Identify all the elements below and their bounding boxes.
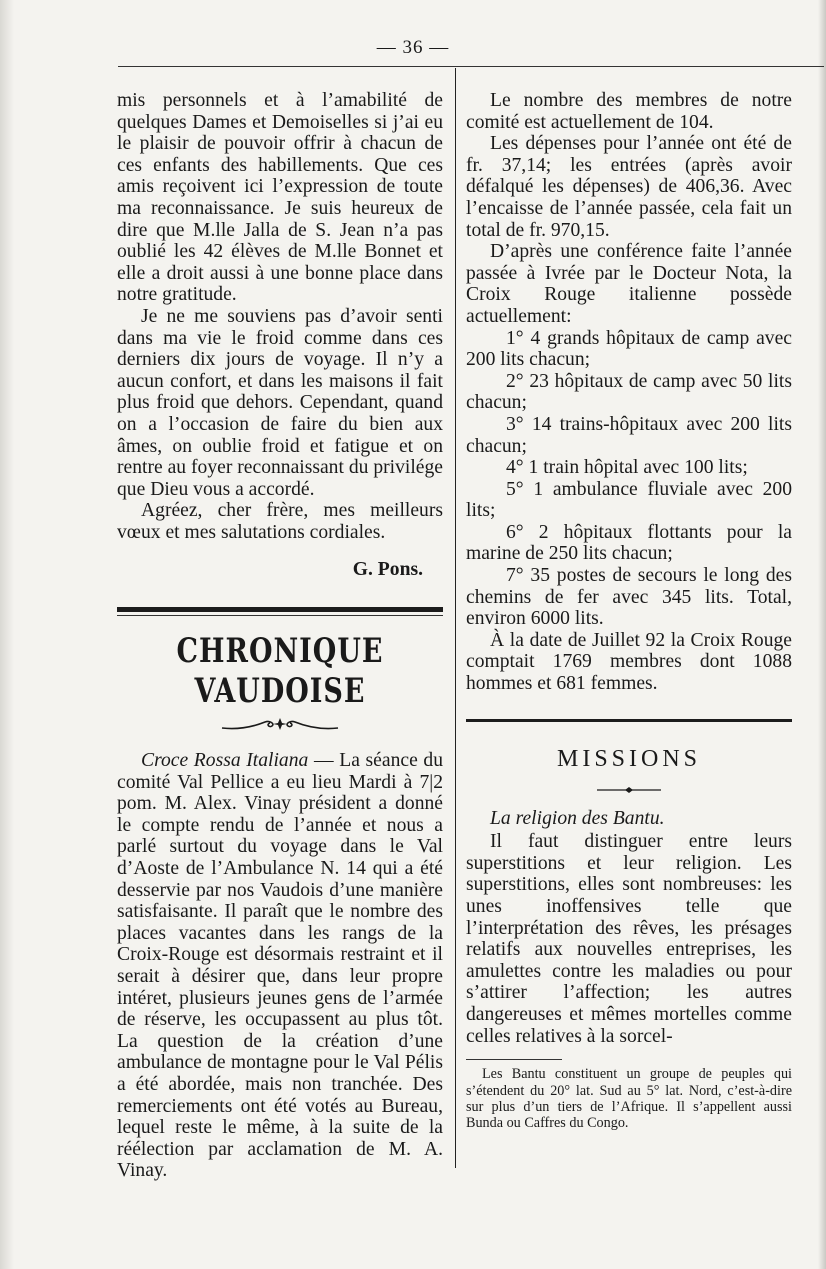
small-dash-ornament-icon (597, 786, 661, 794)
article-croce-rossa (117, 750, 443, 1182)
section-divider-thick (117, 607, 443, 612)
right-column (466, 90, 792, 1132)
page-edge-shadow-right (818, 0, 826, 1269)
flourish-ornament-icon (220, 716, 340, 732)
signature: G. Pons. (352, 559, 423, 581)
article-lead-dash: — (308, 750, 340, 772)
finances-paragraph: Les dépenses pour l’année ont été de fr. 37,14; les entrées (après avoir défalqué les dépenses) de 406,36. Avec l’encaisse de l’année passée, cela fait un total de fr. 970,15. (466, 133, 792, 241)
list-item: 3° 14 trains-hôpitaux avec 200 lits chacun; (466, 413, 792, 457)
footnote-text: Les Bantu constituent un groupe de peuples qui s’étendent du 20° lat. Sud au 5° lat. Nord, c’est-à-dire sur plus d’un tiers de l’Afrique. Il s’appellent aussi Bunda ou Caffres du Congo. (466, 1066, 792, 1132)
subheading-religion-bantu: La religion des Bantu. (490, 807, 665, 829)
list-item: 4° 1 train hôpital avec 100 lits; (506, 457, 748, 479)
page-edge-shadow-left (0, 0, 14, 1269)
article-lead-title: Croce Rossa Italiana (141, 750, 309, 772)
letter-closing: Agréez, cher frère, mes meilleurs vœux et mes salutations cordiales. (117, 500, 443, 543)
conference-paragraph: D’après une conférence faite l’année passée à Ivrée par le Docteur Nota, la Croix Rouge italienne possède actuellement: (466, 241, 792, 327)
article-body: La séance du comité Val Pellice a eu lieu Mardi à 7|2 pom. M. Alex. Vinay président a donné le compte rendu de l’année et nous a parlé surtout du voyage dans le Val d’Aoste de l’Ambulance N. 14 qui a été desservie par nos Vaudois d’une manière satisfaisante. Il paraît que le nombre des places vacantes dans les rangs de la Croix-Rouge est désormais restraint et il serait à désirer que, dans leur propre intéret, plusieurs jeunes gens de l’armée de réserve, les occupassent au plus tôt. La question de la création d’une ambulance de montagne pour le Val Pélis a été abordée, mais non tranchée. Des remerciements ont été votés au Bureau, lequel reste le même, à la suite de la réélection par acclamation de M. A. Vinay. (117, 750, 444, 1182)
membership-paragraph: À la date de Juillet 92 la Croix Rouge comptait 1769 membres dont 1088 hommes et 681 femmes. (466, 629, 792, 695)
list-item: 7° 35 postes de secours le long des chemins de fer avec 345 lits. Total, environ 6000 lits. (466, 565, 792, 630)
letter-paragraph: Je ne me souviens pas d’avoir senti dans ma vie le froid comme dans ces derniers dix jours de voyage. Il n’y a aucun confort, et dans les maisons il fait plus froid que dehors. Cependant, quand on a l’occasion de faire du bien aux âmes, on oublie froid et fatigue et on rentre au foyer reconnaissant du privilége que Dieu vous a accordé. (117, 305, 443, 500)
committee-members-paragraph: Le nombre des membres de notre comité est actuellement de 104. (466, 90, 792, 133)
list-item: 6° 2 hôpitaux flottants pour la marine de 250 lits chacun; (466, 521, 792, 565)
section-divider (466, 719, 792, 722)
section-title-missions: MISSIONS (556, 745, 702, 772)
list-item: 1° 4 grands hôpitaux de camp avec 200 lits chacun; (466, 327, 792, 371)
header-rule (118, 66, 824, 67)
list-item: 2° 23 hôpitaux de camp avec 50 lits chacun; (466, 370, 792, 414)
left-column (117, 90, 443, 1182)
section-title-chronique-vaudoise: CHRONIQUE VAUDOISE (176, 632, 384, 711)
list-item: 5° 1 ambulance fluviale avec 200 lits; (466, 478, 792, 522)
column-divider (455, 68, 456, 1168)
missions-paragraph: Il faut distinguer entre leurs superstitions et leur religion. Les superstitions, elles sont nombreuses: les unes inoffensives telle que l’interprétation des rêves, les présages relatifs aux nouvelles entreprises, les amulettes contre les maladies ou pour s’attirer l’affection; les autres dangereuses et mêmes mortelles comme celles relatives à la sorcel- (466, 831, 792, 1047)
letter-paragraph: mis personnels et à l’amabilité de quelques Dames et Demoiselles si j’ai eu le plaisir de pouvoir offrir à chacun de ces enfants des habillements. Que ces amis reçoivent ici l’expression de toute ma reconnaissance. Je suis heureux de dire que M.lle Jalla de S. Jean n’a pas oublié les 42 élèves de M.lle Bonnet et elle a droit aussi à une bonne place dans notre gratitude. (117, 90, 443, 306)
footnote (466, 1066, 792, 1132)
page-number: — 36 — (376, 37, 450, 58)
section-divider-thin (117, 615, 443, 616)
footnote-rule (466, 1059, 562, 1060)
